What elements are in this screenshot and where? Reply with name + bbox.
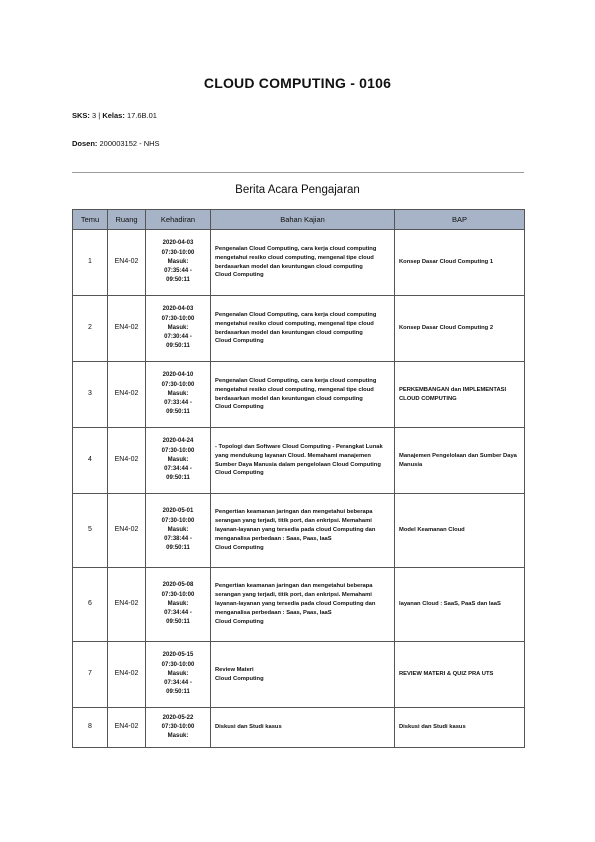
kehadiran-cell <box>146 230 211 296</box>
kelas-label: Kelas: <box>102 111 125 120</box>
date: 2020-04-03 <box>162 240 194 247</box>
masuk-label: Masuk: <box>167 390 189 397</box>
table-row <box>73 230 525 296</box>
ruang-cell: EN4-02 <box>108 568 146 642</box>
ruang-cell: EN4-02 <box>108 708 146 748</box>
bap-cell: Diskusi dan Studi kasus <box>395 708 525 748</box>
time-slot: 07:30-10:00 <box>161 381 195 388</box>
table-row <box>73 642 525 708</box>
table-row <box>73 568 525 642</box>
bap-cell: Manajemen Pengelolaan dan Sumber Daya Manusia <box>395 428 525 494</box>
date: 2020-04-03 <box>162 306 194 313</box>
page-title: CLOUD COMPUTING - 0106 <box>203 75 392 91</box>
bahan-kajian-cell: Pengenalan Cloud Computing, cara kerja cloud computing mengetahui resiko cloud computing, mengenal tipe cloud berdasarkan model dan keuntungan cloud computing Cloud Computing <box>211 230 395 296</box>
header-ruang: Ruang <box>108 210 146 230</box>
date: 2020-05-08 <box>162 582 194 589</box>
time-slot: 07:30-10:00 <box>161 723 195 730</box>
table-row <box>73 296 525 362</box>
masuk-time: 07:38:44 - <box>164 536 192 543</box>
temu-cell: 2 <box>73 296 108 362</box>
keluar-time: 09:50:11 <box>166 343 190 350</box>
time-slot: 07:30-10:00 <box>161 517 195 524</box>
ruang-cell: EN4-02 <box>108 428 146 494</box>
lecturer-info <box>72 139 160 148</box>
date: 2020-04-10 <box>162 372 194 379</box>
masuk-label: Masuk: <box>167 600 189 607</box>
time-slot: 07:30-10:00 <box>161 249 195 256</box>
keluar-time: 09:50:11 <box>166 475 190 482</box>
dosen-label: Dosen: <box>72 139 98 148</box>
kehadiran-cell <box>146 642 211 708</box>
kehadiran-cell <box>146 428 211 494</box>
masuk-time: 07:34:44 - <box>164 610 192 617</box>
date: 2020-05-22 <box>162 714 194 721</box>
divider <box>72 172 524 173</box>
table-row <box>73 708 525 748</box>
header-bahan-kajian: Bahan Kajian <box>211 210 395 230</box>
ruang-cell: EN4-02 <box>108 494 146 568</box>
masuk-label: Masuk: <box>167 733 189 740</box>
temu-cell: 8 <box>73 708 108 748</box>
time-slot: 07:30-10:00 <box>161 591 195 598</box>
time-slot: 07:30-10:00 <box>161 447 195 454</box>
masuk-label: Masuk: <box>167 324 189 331</box>
masuk-time: 07:34:44 - <box>164 680 192 687</box>
kehadiran-cell <box>146 296 211 362</box>
temu-cell: 5 <box>73 494 108 568</box>
masuk-label: Masuk: <box>167 670 189 677</box>
temu-cell: 3 <box>73 362 108 428</box>
table-header-row <box>73 210 525 230</box>
temu-cell: 7 <box>73 642 108 708</box>
keluar-time: 09:50:11 <box>166 619 190 626</box>
dosen-value: 200003152 - NHS <box>99 139 160 148</box>
date: 2020-05-15 <box>162 652 194 659</box>
bap-cell: layanan Cloud : SaaS, PaaS dan IaaS <box>395 568 525 642</box>
ruang-cell: EN4-02 <box>108 642 146 708</box>
ruang-cell: EN4-02 <box>108 362 146 428</box>
ruang-cell: EN4-02 <box>108 230 146 296</box>
kehadiran-cell <box>146 568 211 642</box>
bahan-kajian-cell: Pengenalan Cloud Computing, cara kerja cloud computing mengetahui resiko cloud computing, mengenal tipe cloud berdasarkan model dan keuntungan cloud computing Cloud Computing <box>211 296 395 362</box>
bahan-kajian-cell: Pengertian keamanan jaringan dan mengetahui beberapa serangan yang terjadi, titik port, dan enkripsi. Memahami layanan-layanan yang tersedia pada cloud Computing dan menganalisa perbedaan : Saas, Paas, IaaS Cloud Computing <box>211 568 395 642</box>
bahan-kajian-cell: Pengenalan Cloud Computing, cara kerja cloud computing mengetahui resiko cloud computing, mengenal tipe cloud berdasarkan model dan keuntungan cloud computing Cloud Computing <box>211 362 395 428</box>
table-row <box>73 428 525 494</box>
bahan-kajian-cell: Pengertian keamanan jaringan dan mengetahui beberapa serangan yang terjadi, titik port, dan enkripsi. Memahami layanan-layanan yang tersedia pada cloud Computing dan menganalisa perbedaan : Saas, Paas, IaaS Cloud Computing <box>211 494 395 568</box>
date: 2020-04-24 <box>162 438 194 445</box>
bap-cell: PERKEMBANGAN dan IMPLEMENTASI CLOUD COMPUTING <box>395 362 525 428</box>
keluar-time: 09:50:11 <box>166 409 190 416</box>
masuk-time: 07:34:44 - <box>164 466 192 473</box>
temu-cell: 4 <box>73 428 108 494</box>
masuk-time: 07:30:44 - <box>164 334 192 341</box>
keluar-time: 09:50:11 <box>166 545 190 552</box>
masuk-label: Masuk: <box>167 456 189 463</box>
bahan-kajian-cell: Diskusi dan Studi kasus <box>211 708 395 748</box>
course-info <box>72 111 157 120</box>
masuk-label: Masuk: <box>167 258 189 265</box>
time-slot: 07:30-10:00 <box>161 661 195 668</box>
header-bap: BAP <box>395 210 525 230</box>
bahan-kajian-cell: Review Materi Cloud Computing <box>211 642 395 708</box>
header-temu: Temu <box>73 210 108 230</box>
sks-value: 3 <box>92 111 97 120</box>
keluar-time: 09:50:11 <box>166 277 190 284</box>
bap-cell: Model Keamanan Cloud <box>395 494 525 568</box>
kehadiran-cell <box>146 494 211 568</box>
kelas-value: 17.6B.01 <box>126 111 157 120</box>
masuk-label: Masuk: <box>167 526 189 533</box>
ruang-cell: EN4-02 <box>108 296 146 362</box>
table-row <box>73 362 525 428</box>
sks-label: SKS: <box>72 111 90 120</box>
bap-cell: REVIEW MATERI & QUIZ PRA UTS <box>395 642 525 708</box>
temu-cell: 1 <box>73 230 108 296</box>
time-slot: 07:30-10:00 <box>161 315 195 322</box>
bap-cell: Konsep Dasar Cloud Computing 1 <box>395 230 525 296</box>
bahan-kajian-cell: - Topologi dan Software Cloud Computing - Perangkat Lunak yang mendukung layanan Cloud. Memahami manajemen Sumber Daya Manusia dalam pengelolaan Cloud Computing Cloud Computing <box>211 428 395 494</box>
section-title: Berita Acara Pengajaran <box>235 184 360 196</box>
bap-cell: Konsep Dasar Cloud Computing 2 <box>395 296 525 362</box>
temu-cell: 6 <box>73 568 108 642</box>
masuk-time: 07:35:44 - <box>164 268 192 275</box>
keluar-time: 09:50:11 <box>166 689 190 696</box>
kehadiran-cell <box>146 362 211 428</box>
header-kehadiran: Kehadiran <box>146 210 211 230</box>
date: 2020-05-01 <box>162 508 194 515</box>
lecture-log-table <box>72 209 525 748</box>
masuk-time: 07:33:44 - <box>164 400 192 407</box>
table-row <box>73 494 525 568</box>
separator: | <box>98 111 101 120</box>
kehadiran-cell <box>146 708 211 748</box>
